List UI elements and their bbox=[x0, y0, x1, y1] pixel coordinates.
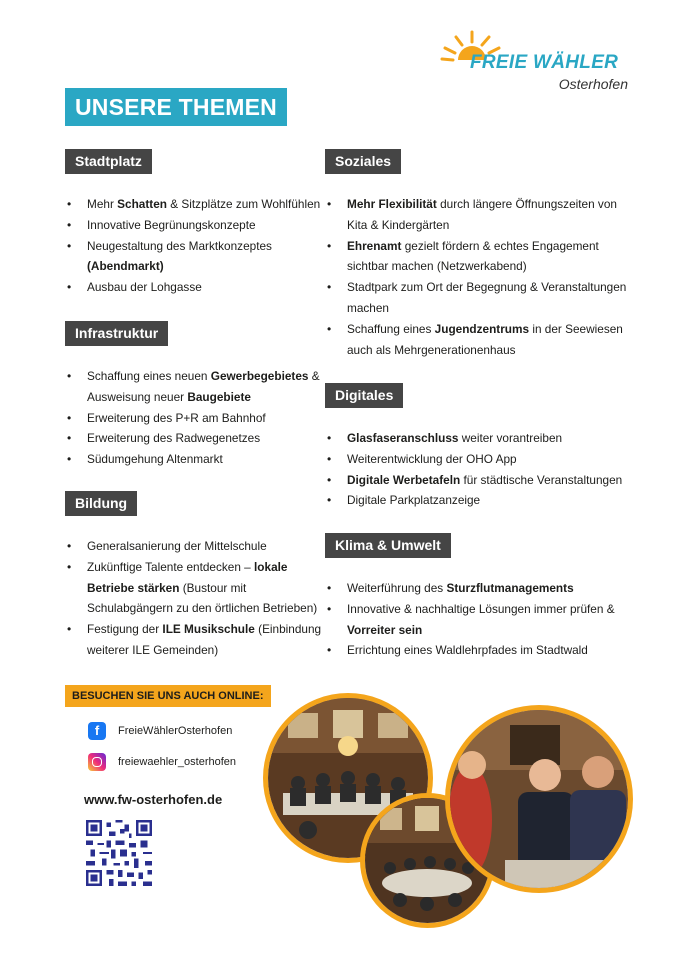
page-title: UNSERE THEMEN bbox=[65, 88, 287, 126]
item-list bbox=[65, 194, 325, 298]
instagram-icon bbox=[88, 753, 106, 771]
logo-wordmark: FREIE WÄHLER bbox=[470, 52, 619, 73]
list-item: • Mehr Schatten & Sitzplätze zum Wohlfühlen bbox=[65, 194, 325, 215]
facebook-link[interactable] bbox=[88, 722, 232, 740]
facebook-handle: FreieWählerOsterhofen bbox=[118, 725, 233, 737]
list-item: • Neugestaltung des Marktkonzeptes (Abendmarkt) bbox=[65, 236, 325, 278]
list-item: • Weiterführung des Sturzflutmanagements bbox=[325, 578, 625, 599]
instagram-handle: freiewaehler_osterhofen bbox=[118, 756, 237, 768]
section-header: Klima & Umwelt bbox=[325, 533, 451, 558]
website-link[interactable]: www.fw-osterhofen.de bbox=[84, 792, 223, 807]
section-stadtplatz bbox=[65, 149, 325, 298]
section-klima-umwelt bbox=[325, 533, 625, 661]
section-header: Stadtplatz bbox=[65, 149, 152, 174]
list-item: • Erweiterung des Radwegenetzes bbox=[65, 428, 325, 449]
item-list bbox=[325, 578, 625, 661]
list-item: • Stadtpark zum Ort der Begegnung & Veranstaltungen machen bbox=[325, 277, 630, 319]
item-list bbox=[325, 194, 630, 360]
list-item: • Digitale Werbetafeln für städtische Veranstaltungen bbox=[325, 470, 630, 491]
list-item: • Weiterentwicklung der OHO App bbox=[325, 449, 630, 470]
list-item: • Erweiterung des P+R am Bahnhof bbox=[65, 408, 325, 429]
list-item: • Südumgehung Altenmarkt bbox=[65, 449, 325, 470]
list-item: • Generalsanierung der Mittelschule bbox=[65, 536, 327, 557]
list-item: • Schaffung eines Jugendzentrums in der Seewiesen auch als Mehrgenerationenhaus bbox=[325, 319, 630, 361]
section-header: Digitales bbox=[325, 383, 403, 408]
section-soziales bbox=[325, 149, 630, 360]
list-item: • Errichtung eines Waldlehrpfades im Stadtwald bbox=[325, 640, 625, 661]
photo-group-people bbox=[445, 705, 633, 893]
list-item: • Ausbau der Lohgasse bbox=[65, 277, 325, 298]
section-header: Infrastruktur bbox=[65, 321, 168, 346]
list-item: • Zukünftige Talente entdecken – lokale Betriebe stärken (Bustour mit Schulabgängern zu den örtlichen Betrieben) bbox=[65, 557, 327, 619]
section-digitales bbox=[325, 383, 630, 511]
list-item: • Digitale Parkplatzanzeige bbox=[325, 490, 630, 511]
item-list bbox=[325, 428, 630, 511]
section-bildung bbox=[65, 491, 327, 661]
facebook-icon: f bbox=[88, 722, 106, 740]
online-badge: BESUCHEN SIE UNS AUCH ONLINE: bbox=[65, 685, 271, 707]
item-list bbox=[65, 366, 325, 470]
section-infrastruktur bbox=[65, 321, 325, 470]
list-item: • Innovative Begrünungskonzepte bbox=[65, 215, 325, 236]
item-list bbox=[65, 536, 327, 661]
freie-waehler-logo bbox=[440, 28, 640, 98]
section-header: Soziales bbox=[325, 149, 401, 174]
instagram-link[interactable] bbox=[88, 753, 236, 771]
section-header: Bildung bbox=[65, 491, 137, 516]
qr-code-icon[interactable] bbox=[86, 820, 152, 886]
list-item: • Schaffung eines neuen Gewerbegebietes & Ausweisung neuer Baugebiete bbox=[65, 366, 325, 408]
list-item: • Festigung der ILE Musikschule (Einbindung weiterer ILE Gemeinden) bbox=[65, 619, 327, 661]
list-item: • Mehr Flexibilität durch längere Öffnungszeiten von Kita & Kindergärten bbox=[325, 194, 630, 236]
list-item: • Innovative & nachhaltige Lösungen immer prüfen & Vorreiter sein bbox=[325, 599, 625, 641]
list-item: • Glasfaseranschluss weiter vorantreiben bbox=[325, 428, 630, 449]
logo-location: Osterhofen bbox=[558, 76, 628, 92]
list-item: • Ehrenamt gezielt fördern & echtes Engagement sichtbar machen (Netzwerkabend) bbox=[325, 236, 630, 278]
